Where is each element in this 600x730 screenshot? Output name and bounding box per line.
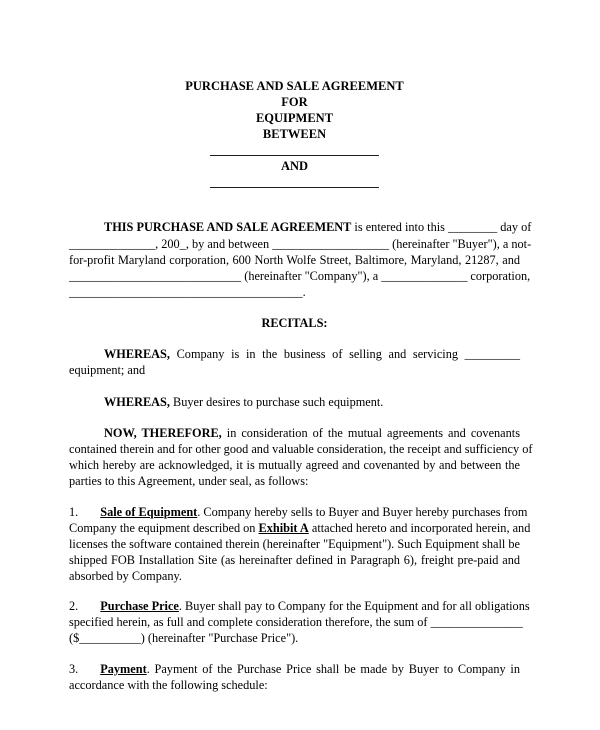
intro-line1-text: is entered into this ________ day of xyxy=(351,220,532,234)
section3-number: 3. xyxy=(69,662,79,676)
doc-title-line3: EQUIPMENT xyxy=(255,111,334,125)
section3-line1 xyxy=(69,661,520,677)
intro-line5: ______________________________________. xyxy=(69,285,306,299)
section3-title: Payment xyxy=(100,662,147,676)
intro-line4: ____________________________ (hereinafter "Company"), a ______________ corporation, xyxy=(69,269,531,283)
recitals-heading: RECITALS: xyxy=(261,316,328,330)
section1-line2-text-b: attached hereto and incorporated herein, and xyxy=(308,521,531,535)
section1-title: Sale of Equipment xyxy=(100,505,198,519)
whereas2-line xyxy=(69,394,520,410)
section1-line5: absorbed by Company. xyxy=(69,569,182,583)
party-blank-1: ___________________________ xyxy=(210,143,379,157)
now-therefore-bold: NOW, THEREFORE, xyxy=(104,426,222,440)
whereas1-line1-text: Company is in the business of selling and servicing _________ xyxy=(169,347,520,361)
intro-line2: ______________, 200_, by and between ___________________ (hereinafter "Buyer"), a not- xyxy=(69,237,532,251)
section2-number: 2. xyxy=(69,599,79,613)
section1-line2 xyxy=(69,520,531,536)
section2-line1 xyxy=(69,598,530,614)
now-therefore-line1-text: in consideration of the mutual agreements and covenants xyxy=(221,426,520,440)
doc-title-and: AND xyxy=(280,159,309,173)
whereas1-bold: WHEREAS, xyxy=(104,347,170,361)
section3-line1-text: . Payment of the Purchase Price shall be made by Buyer to Company in xyxy=(146,662,520,676)
whereas1-line1 xyxy=(69,346,520,362)
section2-line1-text: . Buyer shall pay to Company for the Equipment and for all obligations xyxy=(178,599,530,613)
doc-title-line4: BETWEEN xyxy=(262,127,327,141)
section3-line2: accordance with the following schedule: xyxy=(69,678,268,692)
intro-line3: for-profit Maryland corporation, 600 North Wolfe Street, Baltimore, Maryland, 21287, and xyxy=(69,253,520,267)
exhibit-a-reference: Exhibit A xyxy=(258,521,309,535)
section1-line3: licenses the software contained therein (hereinafter "Equipment"). Such Equipment shall be xyxy=(69,537,520,551)
party-blank-2: ___________________________ xyxy=(210,175,379,189)
section2-line2: specified herein, as full and complete consideration therefore, the sum of _______________ xyxy=(69,615,523,629)
doc-title-line2: FOR xyxy=(281,95,308,109)
whereas1-line2: equipment; and xyxy=(69,363,146,377)
whereas2-text: Buyer desires to purchase such equipment. xyxy=(169,395,384,409)
section1-line2-text-a: Company the equipment described on xyxy=(69,521,259,535)
whereas2-bold: WHEREAS, xyxy=(104,395,170,409)
now-therefore-line2: contained therein and for other good and valuable consideration, the receipt and sufficiency of xyxy=(69,442,533,456)
section1-line1-text: . Company hereby sells to Buyer and Buyer hereby purchases from xyxy=(197,505,528,519)
section1-number: 1. xyxy=(69,505,79,519)
now-therefore-line3: which hereby are acknowledged, it is mutually agreed and covenanted by and between the xyxy=(69,458,520,472)
intro-bold: THIS PURCHASE AND SALE AGREEMENT xyxy=(104,220,352,234)
now-therefore-line4: parties to this Agreement, under seal, as follows: xyxy=(69,474,309,488)
now-therefore-line1 xyxy=(69,425,520,441)
section2-line3: ($__________) (hereinafter "Purchase Price"). xyxy=(69,631,299,645)
intro-line1 xyxy=(69,219,532,235)
section1-line1 xyxy=(69,504,528,520)
section1-line4: shipped FOB Installation Site (as hereinafter defined in Paragraph 6), freight pre-paid and xyxy=(69,553,520,567)
doc-title-line1: PURCHASE AND SALE AGREEMENT xyxy=(185,79,404,93)
section2-title: Purchase Price xyxy=(100,599,179,613)
